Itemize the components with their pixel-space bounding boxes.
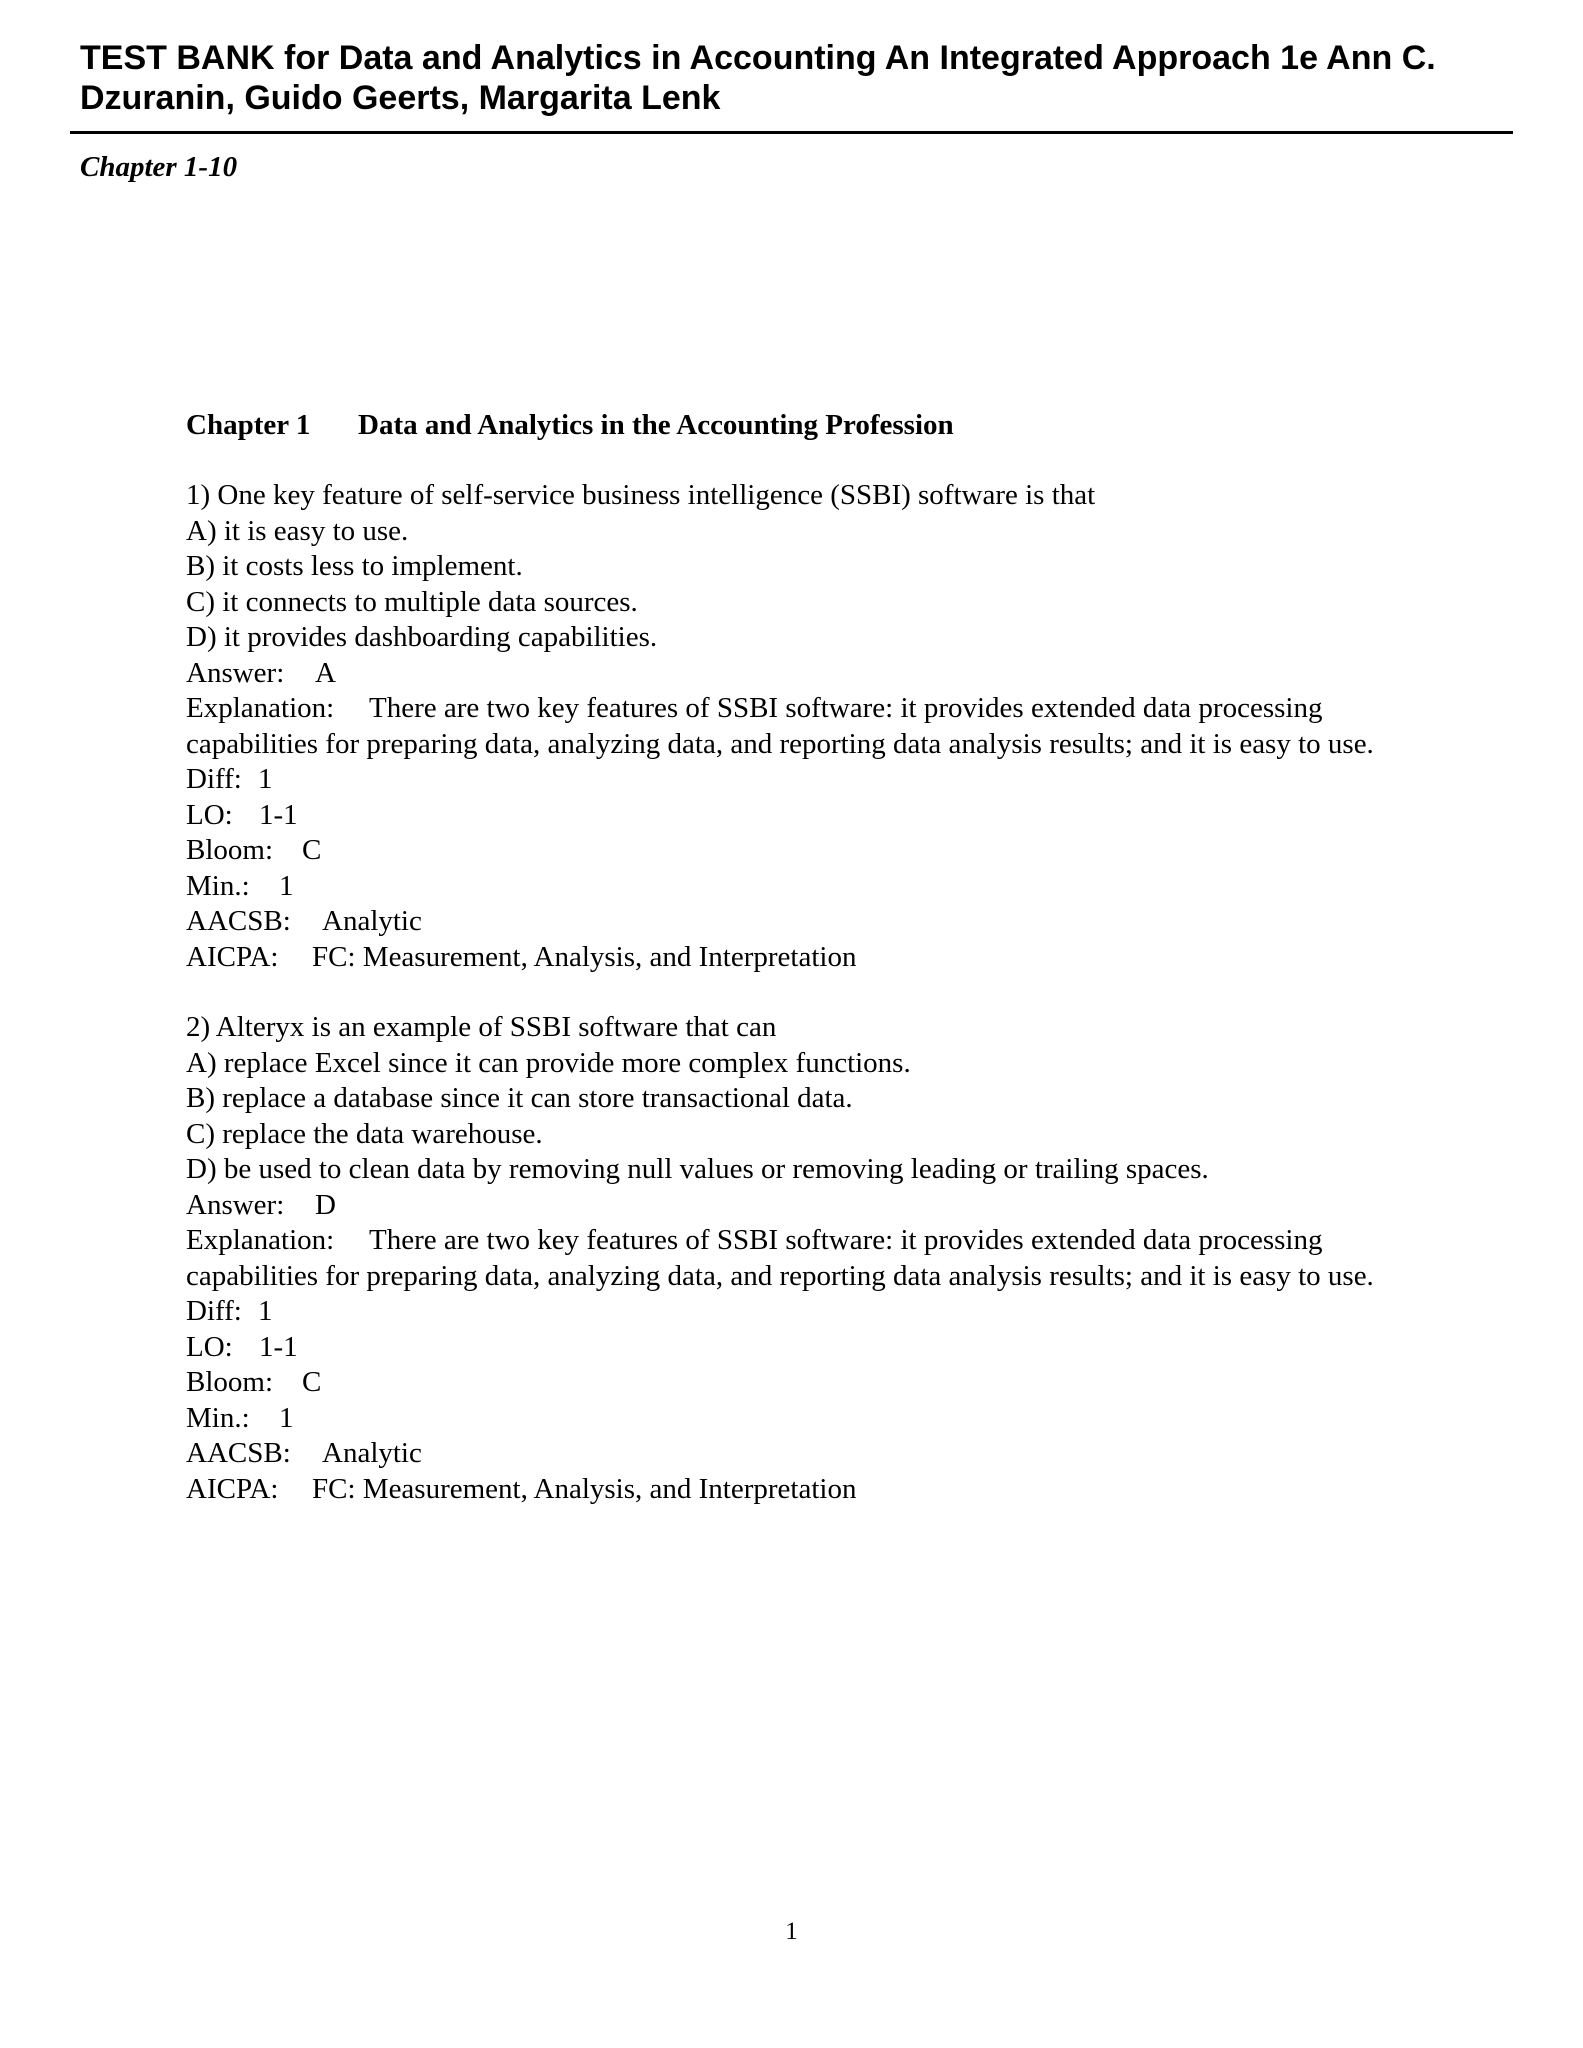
learning-objective-line bbox=[186, 1330, 1416, 1366]
answer-option: D) be used to clean data by removing null values or removing leading or trailing spaces. bbox=[186, 1153, 1209, 1185]
difficulty-value: 1 bbox=[258, 1295, 273, 1327]
answer-label: Answer: bbox=[186, 656, 285, 689]
difficulty-label: Diff: bbox=[186, 763, 242, 795]
bloom-label: Bloom: bbox=[186, 834, 274, 866]
aicpa-line bbox=[186, 1472, 1416, 1508]
question-block bbox=[186, 478, 1416, 975]
answer-label: Answer: bbox=[186, 1188, 285, 1221]
explanation-text: There are two key features of SSBI software: it provides extended data processing capabilities for preparing data, analyzing data, and reporting data analysis results; and it is easy to use. bbox=[186, 692, 1374, 760]
chapter-title: Data and Analytics in the Accounting Profession bbox=[358, 409, 954, 441]
aacsb-value: Analytic bbox=[322, 905, 422, 937]
minutes-value: 1 bbox=[279, 1401, 294, 1434]
chapter-range: Chapter 1-10 bbox=[80, 151, 238, 183]
explanation-text: There are two key features of SSBI software: it provides extended data processing capabilities for preparing data, analyzing data, and reporting data analysis results; and it is easy to use. bbox=[186, 1224, 1374, 1292]
minutes-label: Min.: bbox=[186, 1401, 250, 1434]
bloom-label: Bloom: bbox=[186, 1366, 274, 1398]
answer-option: C) it connects to multiple data sources. bbox=[186, 585, 638, 618]
aicpa-label: AICPA: bbox=[186, 1472, 279, 1505]
explanation-line bbox=[186, 1223, 1416, 1294]
minutes-value: 1 bbox=[279, 869, 294, 902]
aacsb-label: AACSB: bbox=[186, 905, 291, 937]
answer-line bbox=[186, 656, 1416, 692]
answer-value: D bbox=[315, 1188, 336, 1221]
chapter-heading bbox=[186, 408, 1416, 443]
learning-objective-label: LO: bbox=[186, 798, 233, 831]
explanation-label: Explanation: bbox=[186, 692, 335, 724]
bloom-value: C bbox=[302, 834, 322, 866]
question-block bbox=[186, 1010, 1416, 1507]
aacsb-value: Analytic bbox=[322, 1437, 422, 1469]
explanation-line bbox=[186, 691, 1416, 762]
learning-objective-value: 1-1 bbox=[259, 798, 298, 831]
difficulty-label: Diff: bbox=[186, 1295, 242, 1327]
minutes-line bbox=[186, 1401, 1416, 1437]
answer-option: B) it costs less to implement. bbox=[186, 550, 523, 582]
answer-line bbox=[186, 1188, 1416, 1224]
main-content bbox=[186, 408, 1416, 1542]
minutes-label: Min.: bbox=[186, 869, 250, 902]
header-divider bbox=[70, 131, 1513, 134]
difficulty-line bbox=[186, 762, 1416, 798]
aicpa-value: FC: Measurement, Analysis, and Interpretation bbox=[312, 940, 857, 973]
answer-option: C) replace the data warehouse. bbox=[186, 1117, 543, 1150]
difficulty-line bbox=[186, 1294, 1416, 1330]
difficulty-value: 1 bbox=[258, 763, 273, 795]
chapter-number: Chapter 1 bbox=[186, 409, 311, 441]
answer-option: B) replace a database since it can store transactional data. bbox=[186, 1082, 853, 1114]
aicpa-value: FC: Measurement, Analysis, and Interpretation bbox=[312, 1472, 857, 1505]
document-title: TEST BANK for Data and Analytics in Accounting An Integrated Approach 1e Ann C. Dzuranin, Guido Geerts, Margarita Lenk bbox=[80, 39, 1436, 117]
answer-option: A) replace Excel since it can provide more complex functions. bbox=[186, 1046, 911, 1079]
aicpa-line bbox=[186, 940, 1416, 976]
question-stem: 1) One key feature of self-service business intelligence (SSBI) software is that bbox=[186, 479, 1096, 511]
answer-option: A) it is easy to use. bbox=[186, 514, 409, 547]
answer-value: A bbox=[315, 656, 336, 689]
learning-objective-line bbox=[186, 798, 1416, 834]
bloom-line bbox=[186, 833, 1416, 869]
learning-objective-label: LO: bbox=[186, 1330, 233, 1363]
minutes-line bbox=[186, 869, 1416, 905]
explanation-label: Explanation: bbox=[186, 1224, 335, 1256]
answer-option: D) it provides dashboarding capabilities. bbox=[186, 621, 658, 653]
aicpa-label: AICPA: bbox=[186, 940, 279, 973]
bloom-value: C bbox=[302, 1366, 322, 1398]
aacsb-line bbox=[186, 904, 1416, 940]
aacsb-label: AACSB: bbox=[186, 1437, 291, 1469]
aacsb-line bbox=[186, 1436, 1416, 1472]
learning-objective-value: 1-1 bbox=[259, 1330, 298, 1363]
bloom-line bbox=[186, 1365, 1416, 1401]
page-number: 1 bbox=[785, 1918, 798, 1945]
question-stem: 2) Alteryx is an example of SSBI software that can bbox=[186, 1011, 777, 1043]
